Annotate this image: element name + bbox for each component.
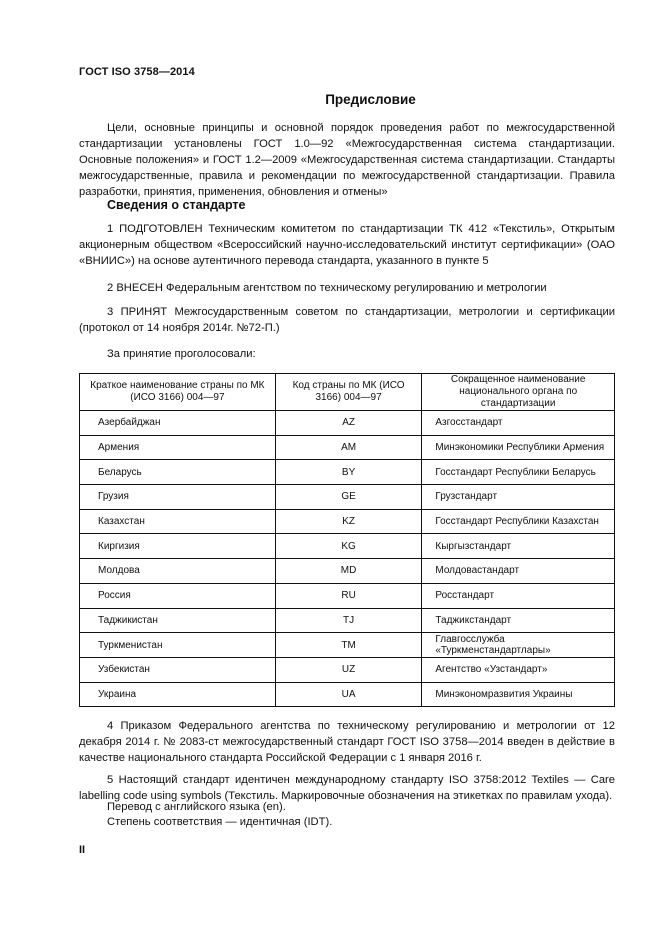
header-standards-body: Сокращенное наименование национального органа по стандартизации	[422, 374, 615, 411]
info-item-1: 1 ПОДГОТОВЛЕН Техническим комитетом по стандартизации ТК 412 «Текстиль», Открытым акционерным обществом «Всероссийский научно-исследовательский институт сертификации» (ОАО «ВНИИС») на основе аутентичного перевода стандарта, указанного в пункте 5	[79, 223, 615, 267]
country-name: Беларусь	[80, 460, 276, 485]
foreword-title: Предисловие	[325, 92, 416, 107]
country-name: Россия	[80, 583, 276, 608]
table-row	[80, 559, 615, 584]
table-row	[80, 682, 615, 707]
table-row	[80, 460, 615, 485]
standards-body: Главгосслужба «Туркменстандартлары»	[422, 633, 615, 658]
page-number: II	[79, 844, 86, 856]
info-item-5: 5 Настоящий стандарт идентичен международному стандарту ISO 3758:2012 Textiles — Care labelling code using symbols (Текстиль. Маркировочные обозначения на этикетках по правилам ухода).	[79, 774, 615, 802]
country-name: Таджикистан	[80, 608, 276, 633]
header-country-code: Код страны по МК (ИСО 3166) 004—97	[275, 374, 422, 411]
conformity-note: Степень соответствия — идентичная (IDT).	[107, 816, 333, 828]
standards-body: Росстандарт	[422, 583, 615, 608]
info-item-4: 4 Приказом Федерального агентства по техническому регулированию и метрологии от 12 декабря 2014 г. № 2083-ст межгосударственный стандарт ГОСТ ISO 3758—2014 введен в действие в качестве национального стандарта Российской Федерации с 1 января 2016 г.	[79, 720, 615, 764]
country-name: Азербайджан	[80, 411, 276, 436]
foreword-text: Цели, основные принципы и основной порядок проведения работ по межгосударственной стандартизации установлены ГОСТ 1.0—92 «Межгосударственная система стандартизации. Основные положения» и ГОСТ 1.2—2009 «Межгосударственная система стандартизации. Стандарты межгосударственные, правила и рекомендации по межгосударственной стандартизации. Правила разработки, принятия, применения, обновления и отмены»	[79, 122, 615, 198]
country-code: RU	[275, 583, 422, 608]
country-code: GE	[275, 485, 422, 510]
voting-states-table	[79, 373, 615, 707]
voted-label: За принятие проголосовали:	[107, 348, 256, 360]
country-name: Туркменистан	[80, 633, 276, 658]
table-row	[80, 583, 615, 608]
country-code: KZ	[275, 509, 422, 534]
table-row	[80, 608, 615, 633]
country-code: KG	[275, 534, 422, 559]
info-item-2: 2 ВНЕСЕН Федеральным агентством по техническому регулированию и метрологии	[107, 282, 547, 294]
standards-body: Агентство «Узстандарт»	[422, 657, 615, 682]
translation-note: Перевод с английского языка (en).	[107, 801, 286, 813]
table-row	[80, 411, 615, 436]
table-row	[80, 485, 615, 510]
country-code: MD	[275, 559, 422, 584]
standards-body: Таджикстандарт	[422, 608, 615, 633]
country-code: UZ	[275, 657, 422, 682]
table-header-row	[80, 374, 615, 411]
standards-body: Минэкономики Республики Армения	[422, 435, 615, 460]
header-country-name: Краткое наименование страны по МК (ИСО 3166) 004—97	[80, 374, 276, 411]
country-name: Узбекистан	[80, 657, 276, 682]
country-code: TM	[275, 633, 422, 658]
country-code: AZ	[275, 411, 422, 436]
standards-body: Грузстандарт	[422, 485, 615, 510]
table-row	[80, 657, 615, 682]
standards-body: Госстандарт Республики Беларусь	[422, 460, 615, 485]
standard-info-heading: Сведения о стандарте	[107, 198, 246, 212]
standards-body: Азгосстандарт	[422, 411, 615, 436]
country-name: Казахстан	[80, 509, 276, 534]
country-code: AM	[275, 435, 422, 460]
info-item-3: 3 ПРИНЯТ Межгосударственным советом по стандартизации, метрологии и сертификации (протокол от 14 ноября 2014г. №72-П.)	[79, 306, 615, 334]
country-name: Молдова	[80, 559, 276, 584]
table-row	[80, 633, 615, 658]
country-name: Грузия	[80, 485, 276, 510]
country-code: TJ	[275, 608, 422, 633]
country-name: Армения	[80, 435, 276, 460]
standards-body: Кыргызстандарт	[422, 534, 615, 559]
standards-body: Минэкономразвития Украины	[422, 682, 615, 707]
country-code: UA	[275, 682, 422, 707]
country-name: Киргизия	[80, 534, 276, 559]
table-row	[80, 435, 615, 460]
standards-body: Госстандарт Республики Казахстан	[422, 509, 615, 534]
table-row	[80, 534, 615, 559]
table-row	[80, 509, 615, 534]
standards-body: Молдовастандарт	[422, 559, 615, 584]
country-code: BY	[275, 460, 422, 485]
document-id: ГОСТ ISO 3758—2014	[79, 66, 195, 78]
country-name: Украина	[80, 682, 276, 707]
